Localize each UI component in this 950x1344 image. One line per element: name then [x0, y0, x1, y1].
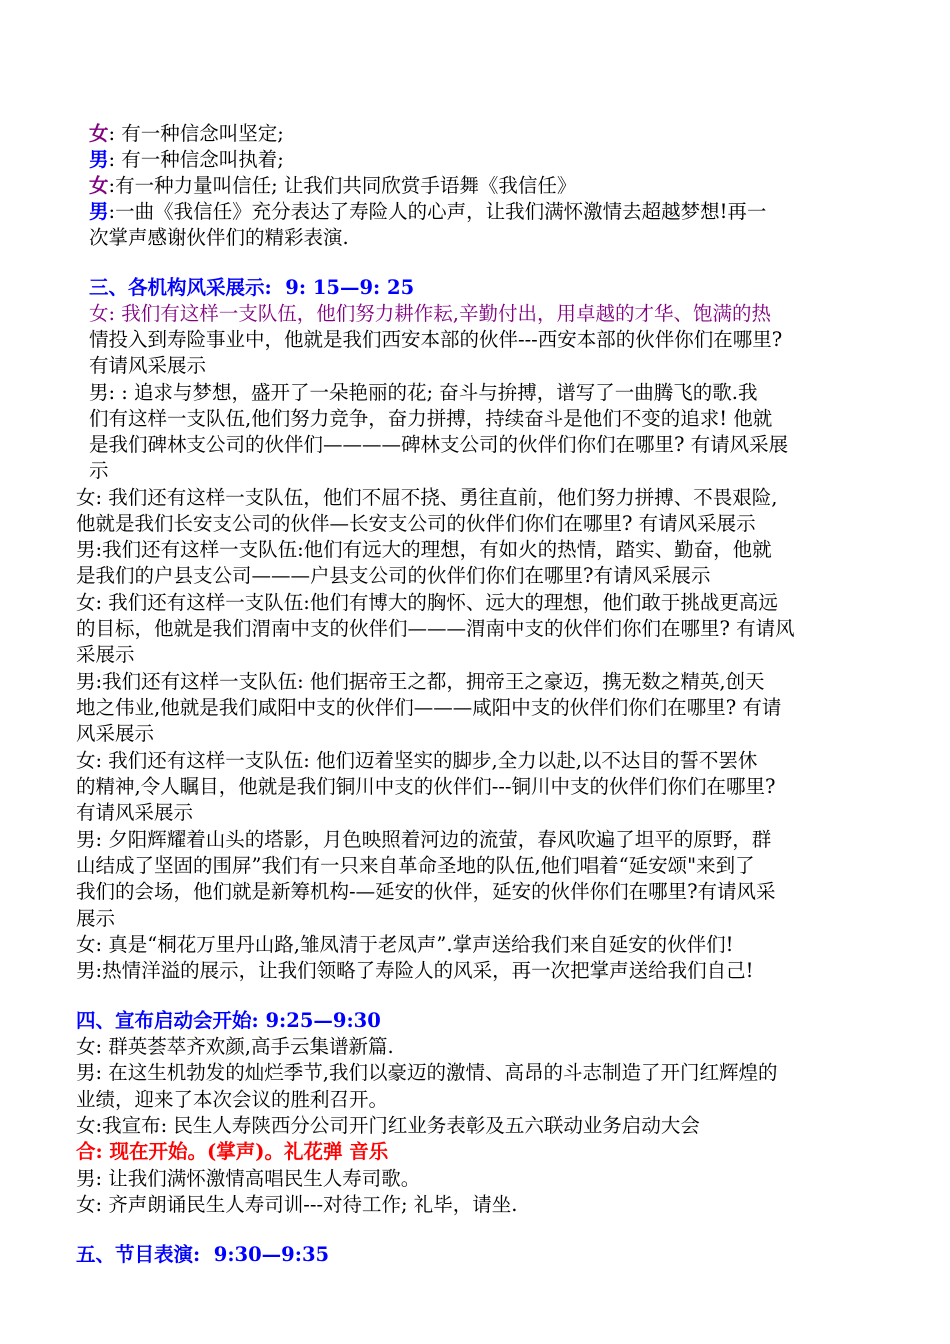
dialogue-line: 女: 真是“桐花万里丹山路,雏凤清于老凤声”.掌声送给我们来自延安的伙伴们!: [76, 933, 734, 956]
dialogue-line: 女:我宣布: 民生人寿陕西分公司开门红业务表彰及五六联动业务启动大会: [76, 1114, 700, 1137]
dialogue-line: 女: 我们还有这样一支队伍，他们不屈不挠、勇往直前，他们努力拼搏、不畏艰险,: [76, 486, 778, 509]
dialogue-line: 女: 我们还有这样一支队伍: 他们迈着坚实的脚步,全力以赴,以不达目的誓不罢休: [76, 749, 758, 772]
dialogue-line: 有请风采展示: [76, 801, 194, 824]
dialogue-line: 男:我们还有这样一支队伍: 他们据帝王之都，拥帝王之豪迈，携无数之精英,创天: [76, 670, 765, 693]
dialogue-line: 男:热情洋溢的展示，让我们领略了寿险人的风采，再一次把掌声送给我们自己!: [76, 959, 754, 982]
dialogue-line: 男: 在这生机勃发的灿烂季节,我们以豪迈的激情、高昂的斗志制造了开门红辉煌的: [76, 1061, 778, 1084]
dialogue-line: 是我们的户县支公司———户县支公司的伙伴们你们在哪里?有请风采展示: [76, 564, 711, 587]
dialogue-line: 们有这样一支队伍,他们努力竞争，奋力拼搏，持续奋斗是他们不变的追求! 他就: [89, 407, 773, 430]
dialogue-line: 男:我们还有这样一支队伍:他们有远大的理想，有如火的热情，踏实、勤奋，他就: [76, 538, 772, 561]
dialogue-line-cont: 次掌声感谢伙伴们的精彩表演.: [89, 226, 349, 249]
dialogue-line-highlight: 合: 现在开始。(掌声)。礼花弹 音乐: [76, 1140, 389, 1163]
dialogue-line: 地之伟业,他就是我们咸阳中支的伙伴们———咸阳中支的伙伴们你们在哪里? 有请: [76, 696, 782, 719]
section-heading: 三、各机构风采展示: 9: 15—9: 25: [89, 276, 415, 299]
speaker-female: 女: [89, 122, 109, 145]
dialogue-line: 示: [89, 459, 109, 482]
dialogue-line: 山结成了坚固的围屏”我们有一只来自革命圣地的队伍,他们唱着“延安颂"来到了: [76, 854, 755, 877]
dialogue-line: 采展示: [76, 643, 135, 666]
dialogue-line: 女: 我们有这样一支队伍，他们努力耕作耘,辛勤付出，用卓越的才华、饱满的热: [89, 302, 771, 325]
dialogue-line: 我们的会场，他们就是新筹机构-—延安的伙伴，延安的伙伴你们在哪里?有请风采: [76, 880, 776, 903]
section-heading: 四、宣布启动会开始: 9:25—9:30: [76, 1009, 381, 1032]
dialogue-line: 女: 有一种信念叫坚定;: [89, 122, 284, 145]
dialogue-line: 的目标，他就是我们渭南中支的伙伴们———渭南中支的伙伴们你们在哪里? 有请风: [76, 617, 795, 640]
dialogue-line: 是我们碑林支公司的伙伴们————碑林支公司的伙伴们你们在哪里? 有请风采展: [89, 433, 789, 456]
dialogue-line: 男:一曲《我信任》充分表达了寿险人的心声，让我们满怀激情去超越梦想!再一: [89, 200, 767, 223]
dialogue-line: 女: 我们还有这样一支队伍:他们有博大的胸怀、远大的理想，他们敢于挑战更高远: [76, 591, 778, 614]
dialogue-line: 男: : 追求与梦想，盛开了一朵艳丽的花; 奋斗与拚搏，谱写了一曲腾飞的歌.我: [89, 381, 758, 404]
dialogue-line: 女: 齐声朗诵民生人寿司训---对待工作; 礼毕，请坐.: [76, 1193, 518, 1216]
dialogue-line: 男: 让我们满怀激情高唱民生人寿司歌。: [76, 1167, 421, 1190]
dialogue-line: 风采展示: [76, 722, 155, 745]
dialogue-line: 的精神,令人瞩目，他就是我们铜川中支的伙伴们---铜川中支的伙伴们你们在哪里?: [76, 775, 776, 798]
dialogue-line: 情投入到寿险事业中，他就是我们西安本部的伙伴---西安本部的伙伴你们在哪里?: [89, 328, 783, 351]
dialogue-line: 展示: [76, 907, 116, 930]
speaker-female: 女: [89, 174, 109, 197]
dialogue-line: 业绩，迎来了本次会议的胜利召开。: [76, 1088, 389, 1111]
dialogue-line: 他就是我们长安支公司的伙伴—长安支公司的伙伴们你们在哪里? 有请风采展示: [76, 512, 756, 535]
dialogue-line: 男: 夕阳辉耀着山头的塔影，月色映照着河边的流萤，春风吹遍了坦平的原野，群: [76, 828, 772, 851]
speaker-male: 男: [89, 148, 109, 171]
dialogue-line: 有请风采展示: [89, 354, 207, 377]
dialogue-line: 女:有一种力量叫信任; 让我们共同欣赏手语舞《我信任》: [89, 174, 577, 197]
dialogue-line: 男: 有一种信念叫执着;: [89, 148, 284, 171]
dialogue-line: 女: 群英荟萃齐欢颜,高手云集谱新篇.: [76, 1035, 394, 1058]
speaker-male: 男: [89, 200, 109, 223]
section-heading: 五、节目表演: 9:30—9:35: [76, 1243, 330, 1266]
